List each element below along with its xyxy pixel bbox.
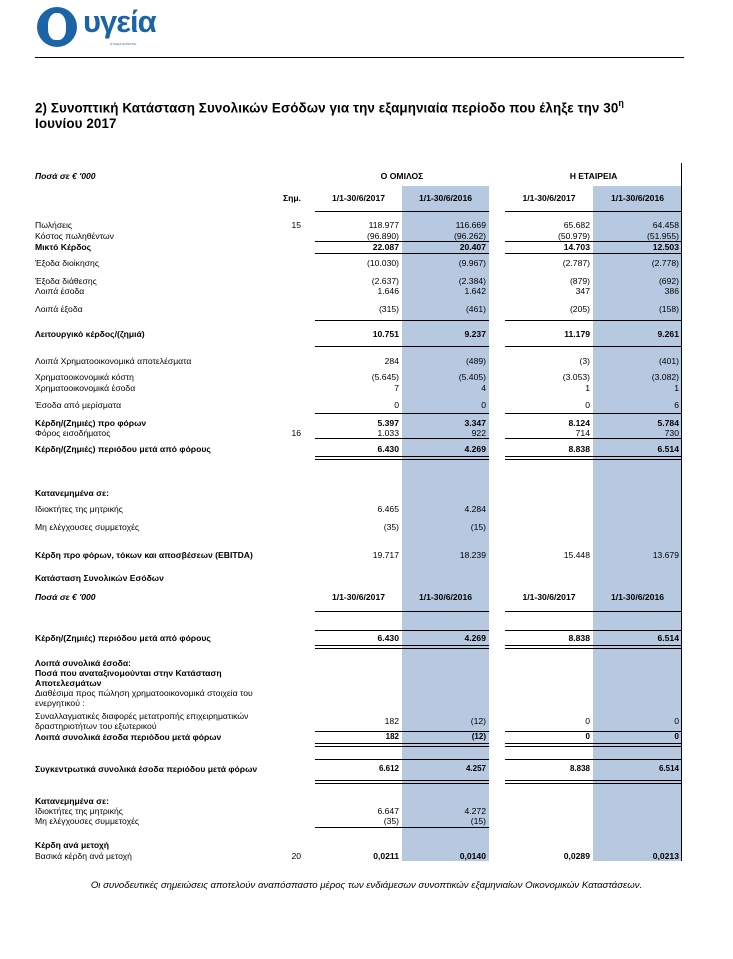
row-label: Μη ελέγχουσες συμμετοχές: [35, 816, 140, 826]
g16: (9.967): [458, 258, 486, 268]
c16: (51.955): [646, 231, 679, 241]
row-label: Μη ελέγχουσες συμμετοχές: [35, 522, 140, 532]
c17: 0: [585, 400, 590, 410]
row-label: Βασικά κέρδη ανά μετοχή: [35, 851, 132, 861]
g16: 3.347: [464, 418, 486, 428]
c16: 6.514: [658, 764, 679, 773]
header-underline: [315, 611, 489, 612]
g17: 118.977: [368, 220, 399, 230]
g17: 0: [394, 400, 399, 410]
c17: 8.124: [568, 418, 590, 428]
g17: (96.890): [366, 231, 399, 241]
g17: 6.647: [377, 806, 399, 816]
header-underline: [505, 611, 682, 612]
row-note: 15: [291, 220, 301, 230]
g16: 4.269: [464, 444, 486, 454]
company-gap: [593, 466, 681, 501]
c16: (158): [658, 304, 679, 314]
g16: 4.257: [465, 764, 486, 773]
row-operating-profit: [35, 329, 682, 339]
g16: (12): [470, 716, 486, 726]
c16: 6.514: [657, 444, 679, 454]
afs-line2: ενεργητικού :: [35, 698, 85, 708]
g16: 4.269: [464, 633, 486, 643]
note-header: Σημ.: [283, 193, 302, 203]
s2-company-2017-header: 1/1-30/6/2017: [522, 592, 576, 602]
row-sales: [35, 220, 682, 230]
c16: 6.514: [657, 633, 679, 643]
total-double-line: [315, 780, 489, 784]
total-double-line: [505, 645, 682, 649]
row-label: Μικτό Κέρδος: [35, 242, 92, 252]
g16: 18.239: [459, 550, 486, 560]
c17: 15.448: [563, 550, 590, 560]
g17: 182: [384, 716, 399, 726]
c17: (2.787): [562, 258, 590, 268]
g17: (2.637): [371, 276, 399, 286]
c17: 347: [575, 286, 590, 296]
g17: (35): [383, 816, 399, 826]
row-label: Χρηματοοικονομικά κόστη: [35, 372, 134, 382]
row-label: Ιδιοκτήτες της μητρικής: [35, 806, 123, 816]
c16: 730: [664, 428, 679, 438]
g16: 1.642: [464, 286, 486, 296]
total-double-line: [315, 456, 489, 460]
group-2016-header: 1/1-30/6/2016: [418, 193, 473, 203]
row-profit-before-tax: [35, 418, 682, 428]
g17: 6.612: [378, 764, 399, 773]
c17: (3): [579, 356, 590, 366]
s2-company-2016-header: 1/1-30/6/2016: [610, 592, 665, 602]
subtotal-line: [505, 438, 682, 439]
g17: 7: [394, 383, 399, 393]
g16: (5.405): [458, 372, 486, 382]
row-label: Κέρδη/(Ζημιές) περιόδου μετά από φόρους: [35, 633, 211, 643]
c17: 8.838: [568, 444, 590, 454]
row-label: Πωλήσεις: [35, 220, 73, 230]
g16: (96.262): [453, 231, 486, 241]
row-finance-income: [35, 383, 682, 393]
c16: (3.082): [651, 372, 679, 382]
footer-note: Οι συνοδευτικές σημειώσεις αποτελούν αναπόσπαστο μέρος των ενδιάμεσων συνοπτικών εξαμηνιαίων Οικονομικών Καταστάσεων.: [90, 880, 643, 891]
other-ci-title: Λοιπά συνολικά έσοδα:: [35, 658, 131, 668]
subtotal-line: [505, 253, 682, 254]
row-label: Κέρδη προ φόρων, τόκων και αποσβέσεων (EBITDA): [35, 550, 253, 560]
c16: (692): [658, 276, 679, 286]
row-label: Έξοδα διοίκησης: [35, 258, 99, 268]
g16: (12): [471, 732, 486, 741]
total-double-line: [505, 743, 682, 747]
g17: 1.033: [377, 428, 399, 438]
logo-tagline: HYGEIA HOSPITAL: [110, 42, 137, 46]
subtotal-line: [315, 630, 489, 631]
c17: 11.179: [564, 329, 590, 339]
subtotal-line: [505, 346, 682, 347]
row-label: Κέρδη/(Ζημιές) προ φόρων: [35, 418, 147, 428]
subtotal-line: [315, 759, 489, 760]
row-label: Φόρος εισοδήματος: [35, 428, 111, 438]
total-double-line: [505, 780, 682, 784]
g16: (461): [465, 304, 486, 314]
c16: 0: [674, 716, 679, 726]
c16: 386: [664, 286, 679, 296]
c16: 6: [674, 400, 679, 410]
g17: 284: [384, 356, 399, 366]
subtotal-line: [315, 827, 489, 828]
row-label: Έξοδα διάθεσης: [35, 276, 97, 286]
row-income-tax: [35, 428, 682, 438]
c16: (2.778): [651, 258, 679, 268]
c17: 0: [585, 732, 590, 741]
alloc2-title: Κατανεμημένα σε:: [35, 796, 109, 806]
g16: (15): [470, 816, 486, 826]
row-other-income: [35, 286, 682, 296]
g16: 922: [471, 428, 486, 438]
g16: 9.237: [464, 329, 486, 339]
c17: (3.053): [562, 372, 590, 382]
afs-line1: Διαθέσιμα προς πώληση χρηματοοικονομικά στοιχεία του: [35, 688, 253, 698]
g16: 116.669: [455, 220, 486, 230]
row-note: 20: [291, 851, 301, 861]
g17: 10.751: [372, 329, 399, 339]
row-label: Λειτουργικό κέρδος/(ζημιά): [35, 329, 145, 339]
row-dividend-income: [35, 400, 682, 410]
row-other-ci-total: [35, 732, 682, 742]
section2-amounts-label: Ποσά σε € '000: [35, 592, 96, 602]
row-total-ci: [35, 764, 682, 774]
c16: 9.261: [657, 329, 679, 339]
g17: 6.430: [377, 633, 399, 643]
row-profit-after-tax: [35, 444, 682, 454]
c16: 64.458: [652, 220, 679, 230]
row-finance-costs: [35, 372, 682, 382]
subtotal-line: [315, 438, 489, 439]
company-2016-header: 1/1-30/6/2016: [610, 193, 665, 203]
g17: 0,0211: [373, 851, 399, 861]
amounts-label: Ποσά σε € '000: [35, 171, 96, 181]
c17: 0,0289: [563, 851, 590, 861]
g17: 1.646: [377, 286, 399, 296]
row-other-expenses: [35, 304, 682, 314]
c17: 8.838: [568, 633, 590, 643]
subtotal-line: [315, 413, 489, 414]
c17: 65.682: [563, 220, 590, 230]
reclass-line1: Ποσά που αναταξινομούνται στην Κατάσταση: [35, 668, 222, 678]
row-fx: [35, 716, 682, 726]
g17: 182: [385, 732, 399, 741]
company-2017-header: 1/1-30/6/2017: [522, 193, 576, 203]
g16: 4.272: [464, 806, 486, 816]
fx-line1: Συναλλαγματικές διαφορές μετατροπής επιχειρηματικών: [35, 711, 249, 721]
subtotal-line: [315, 253, 489, 254]
c16: 12.503: [652, 242, 679, 252]
subtotal-line: [505, 413, 682, 414]
row-label: Έσοδα από μερίσματα: [35, 400, 122, 410]
fx-line2: δραστηριοτήτων του εξωτερικού: [35, 721, 157, 731]
logo-wordmark: υγεία: [83, 4, 156, 39]
header-underline: [505, 211, 682, 212]
header-underline: [315, 211, 489, 212]
page-title: 2) Συνοπτική Κατάσταση Συνολικών Εσόδων για την εξαμηνιαία περίοδο που έληξε την $30^\eta$ Ιουνίου 2017: [35, 98, 624, 132]
c16: (401): [658, 356, 679, 366]
g17: (35): [383, 522, 399, 532]
s2-group-2016-header: 1/1-30/6/2016: [418, 592, 473, 602]
reclass-line2: Αποτελεσμάτων: [35, 678, 102, 688]
group-header: Ο ΟΜΙΛΟΣ: [380, 171, 424, 181]
row-label: Ιδιοκτήτες της μητρικής: [35, 504, 123, 514]
g17: 6.430: [377, 444, 399, 454]
c17: 14.703: [563, 242, 590, 252]
row-label: Λοιπά Χρηματοοικονομικά αποτελέσματα: [35, 356, 192, 366]
row-admin-expenses: [35, 258, 682, 268]
row-eps: [35, 851, 682, 861]
white-gap: [505, 466, 593, 536]
g16: 0: [481, 400, 486, 410]
c17: 8.838: [569, 764, 590, 773]
g17: (10.030): [366, 258, 399, 268]
row-other-financial: [35, 356, 682, 366]
logo-face-icon: [48, 13, 66, 40]
g17: (5.645): [371, 372, 399, 382]
g17: (315): [378, 304, 399, 314]
company-header: Η ΕΤΑΙΡΕΙΑ: [569, 171, 618, 181]
row-gross-profit: [35, 242, 682, 252]
section2-title: Κατάσταση Συνολικών Εσόδων: [35, 573, 164, 583]
total-double-line: [505, 456, 682, 460]
eps-title: Κέρδη ανά μετοχή: [35, 840, 110, 850]
row-label: Λοιπά έξοδα: [35, 304, 83, 314]
g16: 4: [481, 383, 486, 393]
g16: 20.407: [459, 242, 486, 252]
group-2017-header: 1/1-30/6/2017: [331, 193, 386, 203]
c17: (50.979): [557, 231, 590, 241]
row-label: Χρηματοοικονομικά έσοδα: [35, 383, 136, 393]
row-label: Κόστος πωληθέντων: [35, 231, 114, 241]
g17: 5.397: [377, 418, 399, 428]
g16: 4.284: [464, 504, 486, 514]
total-double-line: [315, 645, 489, 649]
row-selling-expenses: [35, 276, 682, 286]
subtotal-line: [315, 346, 489, 347]
row-s2-profit: [35, 633, 682, 643]
white-gap-2: [505, 786, 593, 830]
g17: 19.717: [372, 550, 399, 560]
row-label: Λοιπά έσοδα: [35, 286, 85, 296]
c17: 714: [575, 428, 590, 438]
c16: 13.679: [652, 550, 679, 560]
g16: (2.384): [458, 276, 486, 286]
g16: 0,0140: [459, 851, 486, 861]
row-note: 16: [291, 428, 301, 438]
c17: 0: [585, 716, 590, 726]
c17: (205): [569, 304, 590, 314]
c17: (879): [569, 276, 590, 286]
c16: 5.784: [657, 418, 679, 428]
c16: 0,0213: [652, 851, 679, 861]
g16: (15): [470, 522, 486, 532]
s2-group-2017-header: 1/1-30/6/2017: [331, 592, 386, 602]
g17: 6.465: [377, 504, 399, 514]
allocated-title: Κατανεμημένα σε:: [35, 488, 109, 498]
row-ebitda: [35, 550, 682, 560]
total-double-line: [315, 743, 489, 747]
g17: 22.087: [372, 242, 399, 252]
c16: 0: [674, 732, 679, 741]
c16: 1: [674, 383, 679, 393]
row-cost-of-sales: [35, 231, 682, 241]
c17: 1: [585, 383, 590, 393]
subtotal-line: [505, 630, 682, 631]
row-label: Κέρδη/(Ζημιές) περιόδου μετά από φόρους: [35, 444, 211, 454]
row-label: Συγκεντρωτικά συνολικά έσοδα περιόδου μετά φόρων: [35, 764, 258, 774]
subtotal-line: [505, 759, 682, 760]
g16: (489): [465, 356, 486, 366]
company-alloc-box: [593, 501, 681, 536]
row-label: Λοιπά συνολικά έσοδα περιόδου μετά φόρων: [35, 732, 222, 742]
subtotal-line: [315, 320, 489, 321]
subtotal-line: [505, 320, 682, 321]
header-rule: [35, 57, 684, 58]
